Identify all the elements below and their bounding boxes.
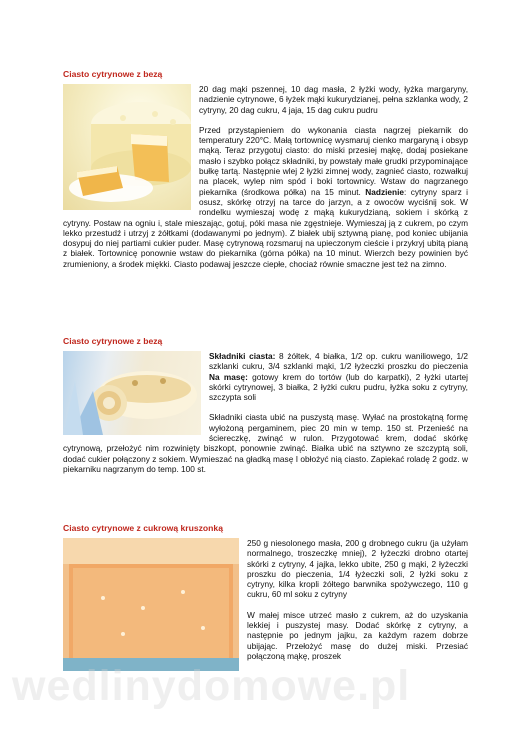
cream-label: Na masę: xyxy=(209,371,248,382)
recipe-title: Ciasto cytrynowe z cukrową kruszonką xyxy=(63,523,223,533)
lemon-meringue-cake-photo xyxy=(63,84,191,210)
ingredients-text: 20 dag mąki pszennej, 10 dag masła, 2 łyżki wody, łyżka margaryny, nadzienie cytrynowe, 6 łyżek mąki kukurydzianej, pełna szklanka wody, 2 cytryny, 20 dag cukru, 4 jaja, 15 dag cukru pudru xyxy=(199,84,468,115)
recipe-body xyxy=(63,351,468,474)
recipe-2 xyxy=(63,336,468,484)
method-text: Przed przystąpieniem do wykonania ciasta nagrzej piekarnik do temperatury 220°C. Małą tortownicę wysmaruj cienko margaryną i obsyp mąką. Teraz przygotuj ciasto: do miski przesiej mąkę, dodaj posiekane masło i szybko połącz składniki, by powstały małe grudki przypominające bułkę tartą. Następnie wlej 2 łyżki zimnej wody, zagnieć ciasto, rozwałkuj na placek, wylep nim spód i boki tortownicy. Wstaw do nagrzanego piekarnika (środkowa półka) na 15 minut. xyxy=(199,124,468,197)
ingredients-text: 8 żółtek, 4 białka, 1/2 op. cukru waniliowego, 1/2 szklanki cukru, 3/4 szklanki mąki, 1/2 łyżeczki proszku do pieczenia xyxy=(209,351,468,372)
recipe-body xyxy=(63,84,468,269)
method-text: Składniki ciasta ubić na puszystą masę. Wyłać na prostokątną formę wyłożoną pergaminem, piec 20 min w temp. 150 st. Przenieść na ściereczkę, zwinąć w rulon. Przygotować krem, dodać skórkę cytrynową, przełożyć nim rozwinięty biszkopt, ponownie zwinąć. Białka ubić na sztywno ze szczyptą soli, dodać cukier połączony z sokiem. Wymieszać na gładką masę I obłożyć nią ciasto. Zapiekać roladę 2 godz. w piekarniku nagrzanym do temp. 100 st. xyxy=(63,412,468,474)
lemon-crumble-cake-photo xyxy=(63,538,239,671)
ingredients-label: Składniki ciasta: xyxy=(209,351,276,361)
filling-text: : cytryny sparz i osusz, skórkę otrzyj na tarce do jarzyn, a z owoców wyciśnij sok. W rondelku wymieszaj wodę z mąką kukurydzianą, sokiem i skórką z cytryny. Postaw na ogniu i, stale mieszając, gotuj, póki masa nie zgęstnieje. Wymieszaj ją z cukrem, po czym lekko przestudź i utrzyj z żółtkami (dodawanymi po jednym). Z białek ubij sztywną pianę, pod koniec ubijania dosypuj do niej partiami cukier puder. Masę cytrynową rozsmaruj na upieczonym cieście i przykryj ubitą pianą z białek. Tortownicę ponownie wstaw do piekarnika (górna półka) na 10 minut. Wierzch bezy powinien być zrumieniony, a środek miękki. Ciasto podawaj jeszcze ciepłe, chociaż równie smaczne jest też na zimno. xyxy=(63,186,468,269)
cream-text: gotowy krem do tortów (lub do karpatki), 2 łyżki utartej skórki cytrynowej, 3 białka, 2 łyżki cukru pudru, łyżka soku z cytryny, szczypta soli xyxy=(209,371,468,403)
recipe-1 xyxy=(63,69,468,279)
recipe-3 xyxy=(63,523,468,675)
recipe-body xyxy=(63,538,468,661)
cake-illustration xyxy=(63,84,191,210)
filling-label: Nadzienie xyxy=(365,186,405,197)
crumble-illustration xyxy=(63,538,239,671)
ingredients-text: 250 g niesolonego masła, 200 g drobnego cukru (ja użyłam normalnego, troszeczkę mniej), 2 łyżeczki drobno otartej skórki z cytryny, 4 jajka, lekko ubite, 250 g mąki, 2 łyżeczki proszku do pieczenia, 1/4 łyżeczki soli, 2 łyżki soku z cytryny, kilka kropli żółtego barwnika spożywczego, 110 g cukru, 60 ml soku z cytryny xyxy=(247,538,468,600)
recipe-title: Ciasto cytrynowe z bezą xyxy=(63,336,163,346)
recipe-title: Ciasto cytrynowe z bezą xyxy=(63,69,163,79)
lemon-roll-cake-photo xyxy=(63,351,201,435)
roll-illustration xyxy=(63,351,201,435)
site-watermark: wedlinydomowe.pl xyxy=(12,662,411,710)
method-text: W małej misce utrzeć masło z cukrem, aż do uzyskania lekkiej i puszystej masy. Dodać skórkę z cytryny, a następnie po jednym jajku, za każdym razem dobrze ubijając. Przełożyć masę do dużej miski. Przesiać połączoną mąkę, proszek xyxy=(247,609,468,661)
